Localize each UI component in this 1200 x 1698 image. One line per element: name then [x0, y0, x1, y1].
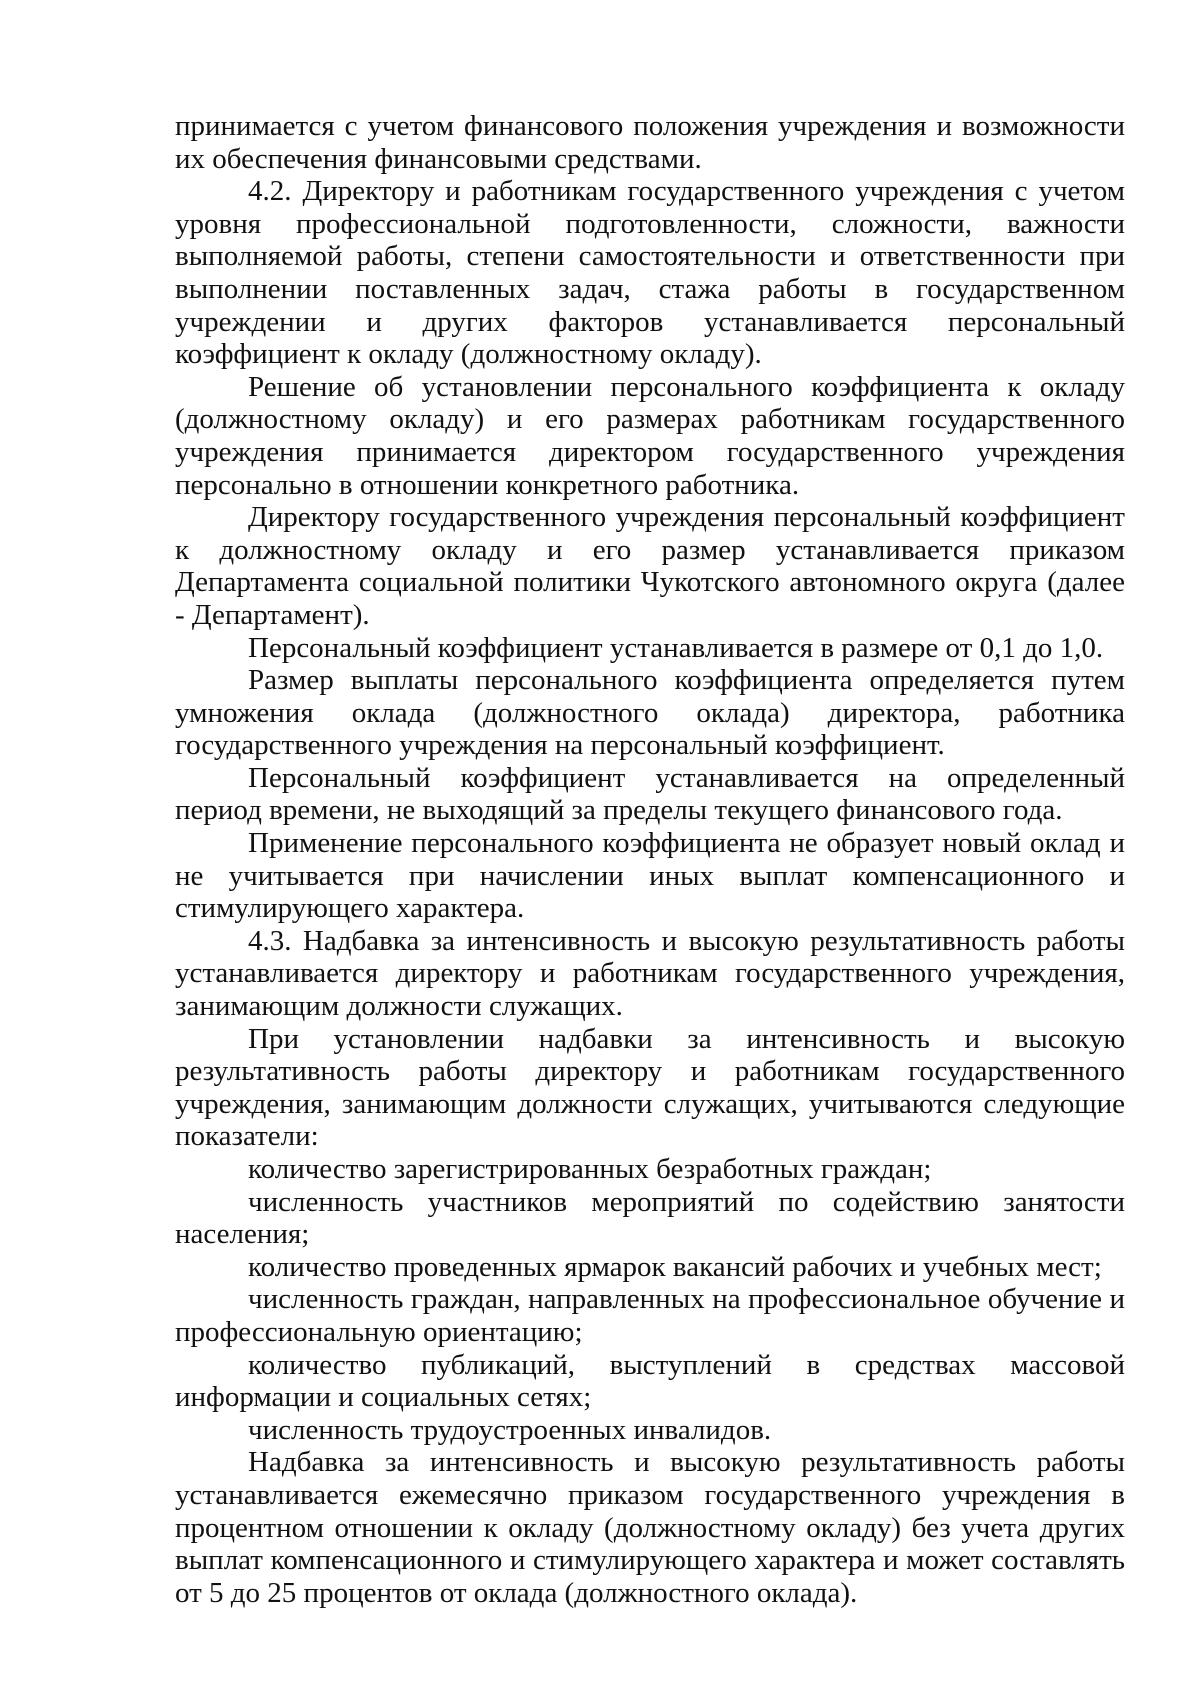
- list-item: численность граждан, направленных на профессиональное обучение и профессиональную ориентацию;: [175, 1283, 1125, 1348]
- paragraph: Директору государственного учреждения персональный коэффициент к должностному окладу и его размер устанавливается приказом Департамента социальной политики Чукотского автономного округа (далее - Департамент).: [175, 501, 1125, 631]
- list-item: количество проведенных ярмарок вакансий рабочих и учебных мест;: [248, 1250, 1102, 1283]
- paragraph-4-2: 4.2. Директору и работникам государственного учреждения с учетом уровня профессиональной подготовленности, сложности, важности выполняемой работы, степени самостоятельности и ответственности при выполнении поставленных задач, стажа работы в государственном учреждении и других факторов устанавливается персональный коэффициент к окладу (должностному окладу).: [175, 175, 1125, 371]
- list-item: количество публикаций, выступлений в средствах массовой информации и социальных сетях;: [175, 1348, 1125, 1414]
- paragraph: Размер выплаты персонального коэффициента определяется путем умножения оклада (должностного оклада) директора, работника государственного учреждения на персональный коэффициент.: [175, 664, 1125, 762]
- document-page: [175, 110, 1125, 1609]
- list-item: численность трудоустроенных инвалидов.: [248, 1413, 772, 1446]
- paragraph-4-3: 4.3. Надбавка за интенсивность и высокую результативность работы устанавливается директору и работникам государственного учреждения, занимающим должности служащих.: [175, 924, 1125, 1023]
- paragraph: Персональный коэффициент устанавливается в размере от 0,1 до 1,0.: [248, 631, 1104, 664]
- paragraph: Применение персонального коэффициента не образует новый оклад и не учитывается при начислении иных выплат компенсационного и стимулирующего характера.: [175, 827, 1125, 925]
- paragraph: Решение об установлении персонального коэффициента к окладу (должностному окладу) и его размерах работникам государственного учреждения принимается директором государственного учреждения персонально в отношении конкретного работника.: [175, 370, 1125, 501]
- paragraph: Надбавка за интенсивность и высокую результативность работы устанавливается ежемесячно приказом государственного учреждения в процентном отношении к окладу (должностному окладу) без учета других выплат компенсационного и стимулирующего характера и может составлять от 5 до 25 процентов от оклада (должностного оклада).: [175, 1446, 1125, 1609]
- list-item: численность участников мероприятий по содействию занятости населения;: [175, 1185, 1125, 1251]
- list-item: количество зарегистрированных безработных граждан;: [248, 1153, 932, 1185]
- paragraph: Персональный коэффициент устанавливается на определенный период времени, не выходящий за пределы текущего финансового года.: [175, 761, 1125, 827]
- paragraph-continuation: принимается с учетом финансового положения учреждения и возможности их обеспечения финансовыми средствами.: [175, 110, 1125, 175]
- paragraph: При установлении надбавки за интенсивность и высокую результативность работы директору и работникам государственного учреждения, занимающим должности служащих, учитываются следующие показатели:: [175, 1022, 1125, 1153]
